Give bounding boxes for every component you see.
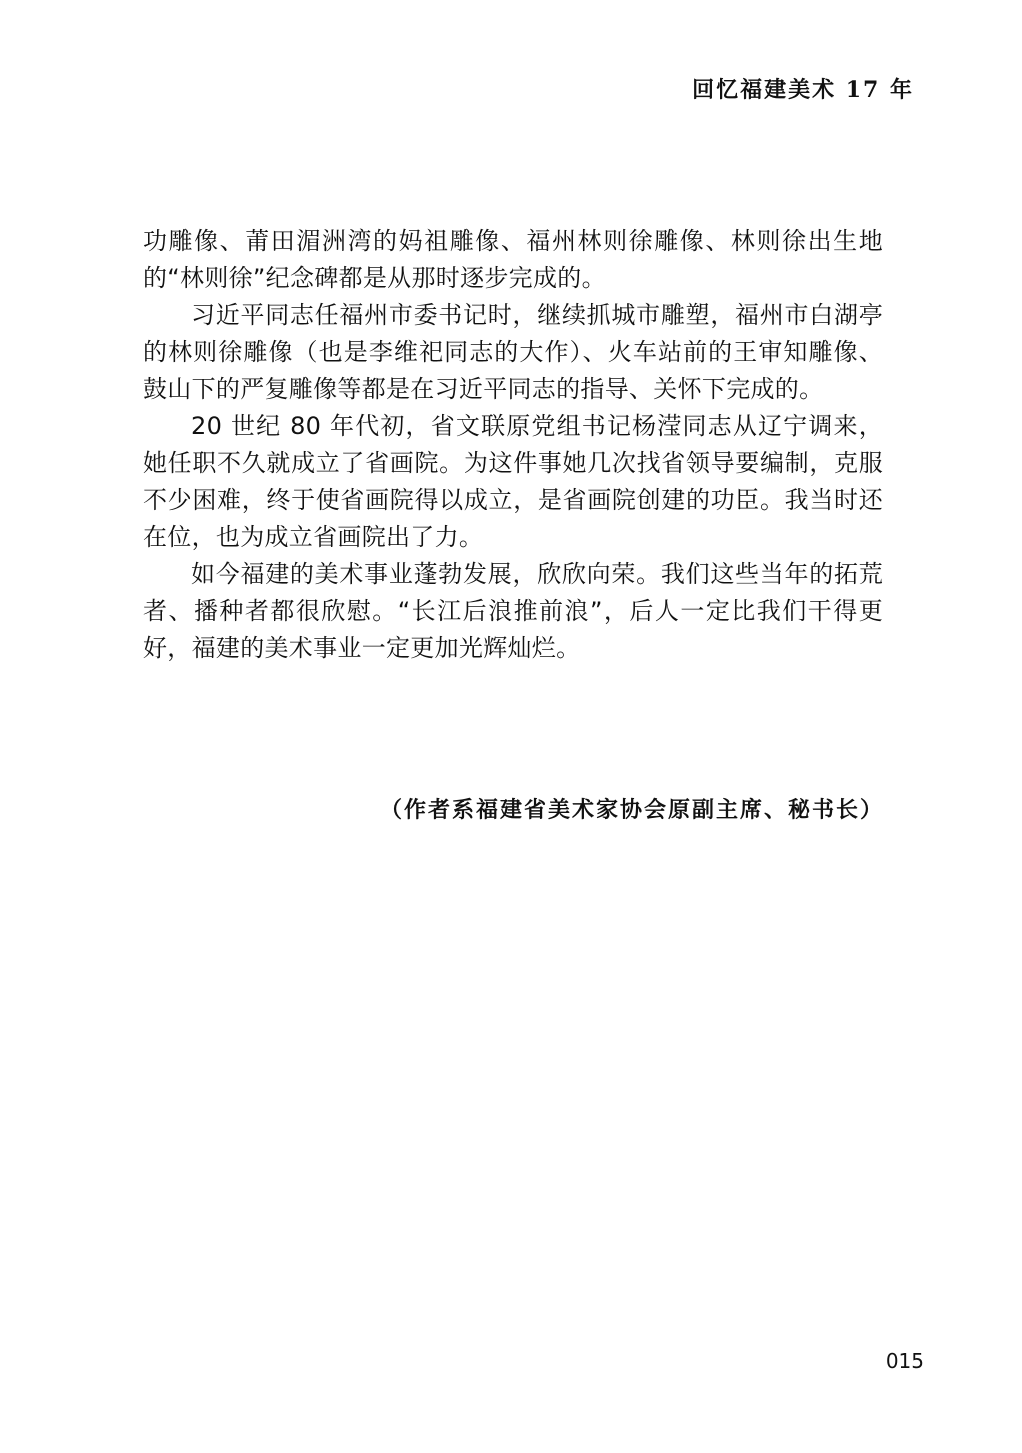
author-byline: （作者系福建省美术家协会原副主席、秘书长）: [379, 797, 884, 823]
paragraph: 如今福建的美术事业蓬勃发展，欣欣向荣。我们这些当年的拓荒者、播种者都很欣慰。“长江后浪推前浪”，后人一定比我们干得更好，福建的美术事业一定更加光辉灿烂。: [143, 560, 883, 662]
paragraph: 20 世纪 80 年代初，省文联原党组书记杨滢同志从辽宁调来，她任职不久就成立了省画院。为这件事她几次找省领导要编制，克服不少困难，终于使省画院得以成立，是省画院创建的功臣。我当时还在位，也为成立省画院出了力。: [143, 412, 883, 551]
paragraph-continued: 功雕像、莆田湄洲湾的妈祖雕像、福州林则徐雕像、林则徐出生地的“林则徐”纪念碑都是从那时逐步完成的。: [143, 227, 883, 292]
article-body: [143, 223, 883, 667]
paragraph: 习近平同志任福州市委书记时，继续抓城市雕塑，福州市白湖亭的林则徐雕像（也是李维祀同志的大作）、火车站前的王审知雕像、鼓山下的严复雕像等都是在习近平同志的指导、关怀下完成的。: [143, 301, 883, 403]
running-header: 回忆福建美术 17 年: [692, 77, 914, 103]
page-number: 015: [885, 1349, 924, 1373]
